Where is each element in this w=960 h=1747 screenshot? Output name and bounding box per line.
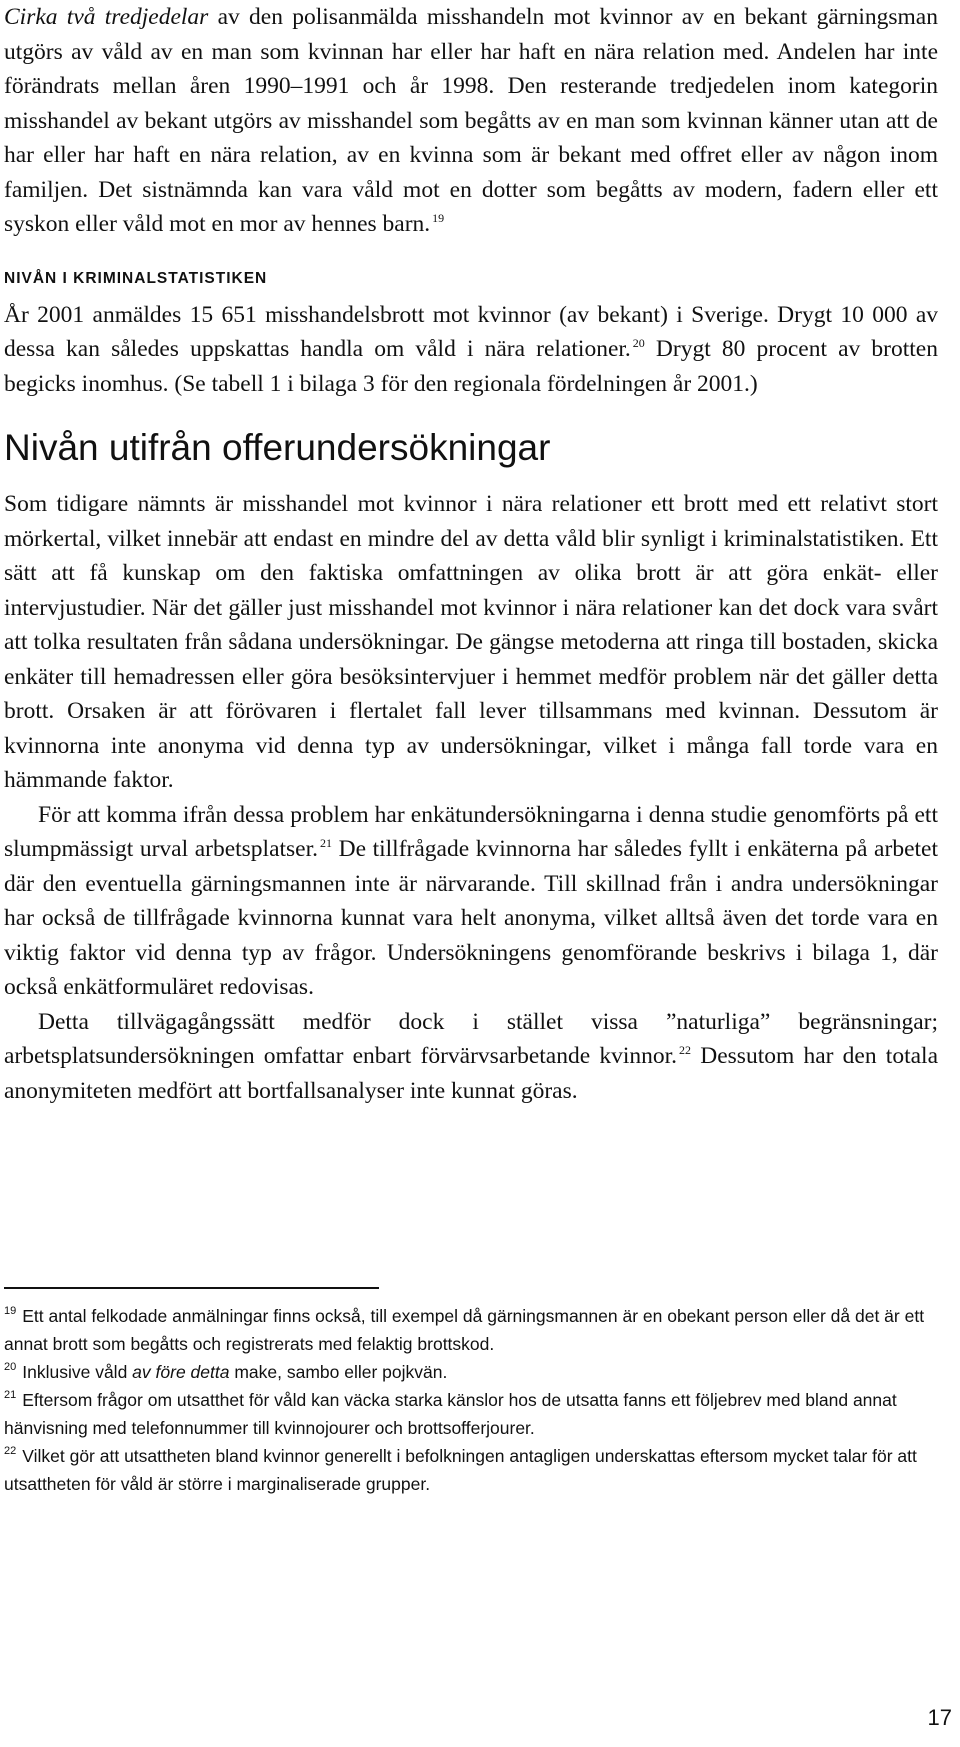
footnote-ref-22[interactable]: 22	[679, 1043, 692, 1057]
footnote-21	[4, 1386, 938, 1442]
footnote-number: 20	[4, 1361, 17, 1373]
paragraph-intro	[4, 0, 938, 242]
section-heading-offerundersokningar: Nivån utifrån offerundersökningar	[4, 427, 551, 468]
footnote-ref-21[interactable]: 21	[320, 836, 333, 850]
footnote-number: 19	[4, 1305, 17, 1317]
paragraph-text: För att komma ifrån dessa problem har enkätundersökningarna i denna studie genomförts på ett slumpmässigt urval arbetsplatser.	[4, 801, 938, 862]
paragraph-text: Dessutom har den totala anonymiteten medfört att bortfallsanalyser inte kunnat göras.	[4, 1043, 938, 1104]
paragraph-kriminalstatistik	[4, 298, 938, 402]
footnote-22	[4, 1442, 938, 1498]
footnote-ref-19[interactable]: 19	[432, 211, 445, 225]
paragraph-offer-3	[4, 1005, 938, 1109]
footnote-19	[4, 1302, 938, 1358]
paragraph-text: Detta tillvägagångssätt medför dock i stället vissa ”naturliga” begränsningar; arbetsplatsundersökningen omfattar enbart förvärvsarbetande kvinnor.	[4, 1008, 938, 1069]
paragraph-text: Drygt 80 procent av brotten begicks inomhus. (Se tabell 1 i bilaga 3 för den regionala fördelningen år 2001.)	[4, 336, 938, 397]
footnote-divider	[4, 1287, 379, 1289]
paragraph-offer-2	[4, 798, 938, 1005]
footnote-number: 21	[4, 1389, 17, 1401]
footnote-text: Ett antal felkodade anmälningar finns också, till exempel då gärningsmannen är en obekant person eller då det är ett annat brott som begåtts och registrerats med felaktig brottskod.	[4, 1306, 925, 1354]
footnote-ref-20[interactable]: 20	[632, 336, 645, 350]
paragraph-text: av den polisanmälda misshandeln mot kvinnor av en bekant gärningsman utgörs av våld av en man som kvinnan har eller har haft en nära relation med. Andelen har inte förändrats mellan åren 1990–1991 och år 1998. Den resterande tredjedelen inom kategorin misshandel av bekant utgörs av misshandel som begåtts av en man som kvinnan känner utan att de har eller har haft en nära relation, av en kvinna som är bekant med offret eller av någon inom familjen. Det sistnämnda kan vara våld mot en dotter som begåtts av modern, fadern eller ett syskon eller våld mot en mor av hennes barn.	[4, 4, 938, 237]
footnotes	[4, 1302, 938, 1498]
footnote-number: 22	[4, 1445, 17, 1457]
page-number: 17	[927, 1705, 952, 1730]
document-page	[4, 0, 938, 1108]
paragraph-text: År 2001 anmäldes 15 651 misshandelsbrott mot kvinnor (av bekant) i Sverige. Drygt 10 000 av dessa kan således uppskattas handla om våld i nära relationer.	[4, 301, 938, 362]
footnote-text: Vilket gör att utsattheten bland kvinnor generellt i befolkningen antagligen underskattas eftersom mycket talar för att utsattheten för våld är större i marginaliserade grupper.	[4, 1446, 917, 1494]
paragraph-offer-1: Som tidigare nämnts är misshandel mot kvinnor i nära relationer ett brott med ett relativt stort mörkertal, vilket innebär att endast en mindre del av detta våld blir synligt i kriminalstatistiken. Ett sätt att få kunskap om den faktiska omfattningen av olika brott är att göra enkät- eller intervjustudier. När det gäller just misshandel mot kvinnor i nära relationer kan det dock vara svårt att tolka resultaten från sådana undersökningar. De gängse metoderna att ringa till bostaden, skicka enkäter till hemadressen eller göra besöksintervjuer i hemmet medför problem när det gäller detta brott. Orsaken är att förövaren i flertalet fall lever tillsammans med kvinnan. Dessutom är kvinnorna inte anonyma vid denna typ av undersökningar, vilket i många fall torde vara en hämmande faktor.	[4, 491, 938, 793]
footnote-text: Inklusive våld	[22, 1362, 133, 1382]
footnote-20	[4, 1358, 938, 1386]
section-heading-kriminalstatistik: NIVÅN I KRIMINALSTATISTIKEN	[4, 269, 268, 287]
paragraph-text: De tillfrågade kvinnorna har således fyllt i enkäterna på arbetet där den eventuella gärningsmannen inte är närvarande. Till skillnad från i andra undersökningar har också de tillfrågade kvinnorna kunnat vara helt anonyma, vilket alltså även det torde vara en viktig faktor vid denna typ av frågor. Undersökningens genomförande beskrivs i bilaga 1, där också enkätformuläret redovisas.	[4, 836, 938, 1000]
italic-lead: Cirka två tredjedelar	[4, 4, 209, 30]
footnote-text: make, sambo eller pojkvän.	[229, 1362, 448, 1382]
footnote-text: Eftersom frågor om utsatthet för våld kan väcka starka känslor hos de utsatta fanns ett följebrev med bland annat hänvisning med telefonnummer till kvinnojourer och brottsofferjourer.	[4, 1390, 897, 1438]
footnote-italic: av före detta	[132, 1362, 230, 1382]
